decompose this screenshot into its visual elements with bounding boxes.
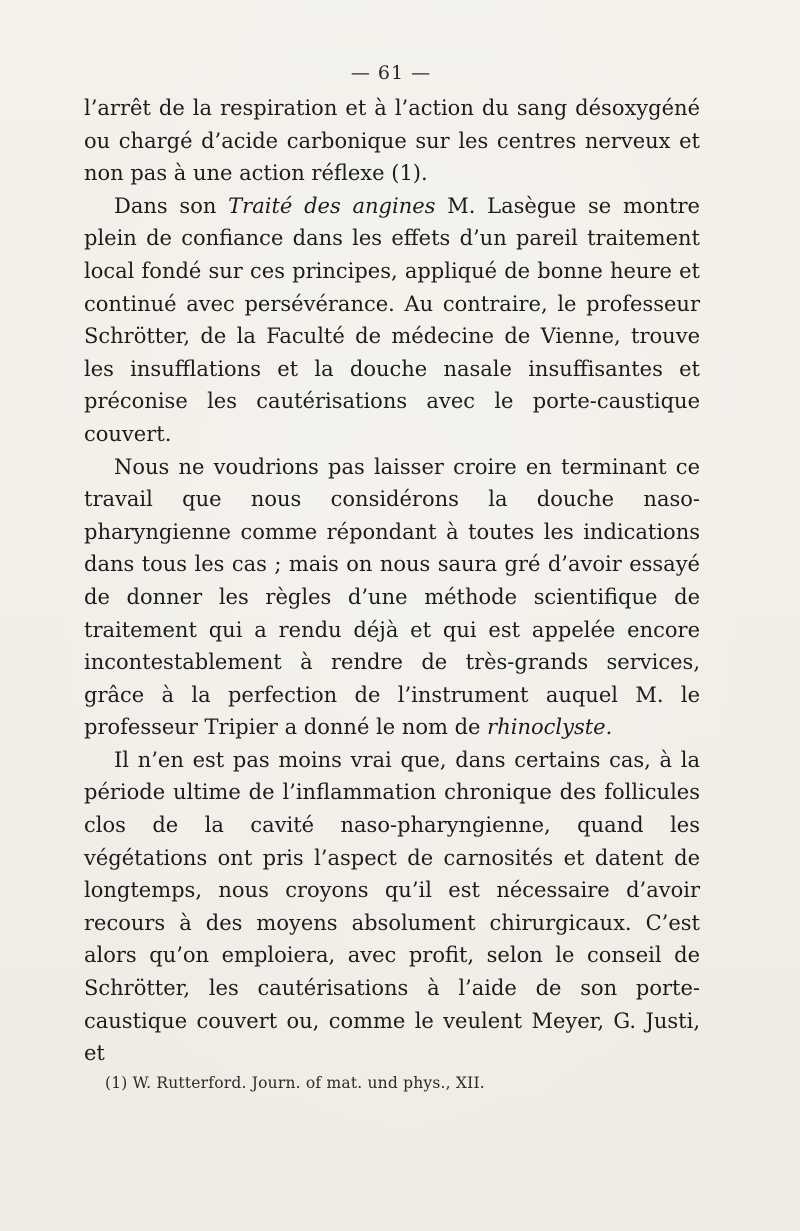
- paragraph-text: M. Lasègue se montre plein de confiance dans les effets d’un pareil traitement local fondé sur ces principes, appliqué de bonne heure et continué avec persévérance. Au contraire, le professeur Schrötter, de la Faculté de médecine de Vienne, trouve les insufflations et la douche nasale insuffisantes et préconise les cautérisations avec le porte-caustique couvert.: [84, 193, 700, 446]
- paragraph-2: [84, 190, 700, 451]
- paragraph-1: [84, 92, 700, 190]
- body-text: [84, 92, 700, 1070]
- paragraph-4: [84, 744, 700, 1070]
- paragraph-text: l’arrêt de la respiration et à l’action du sang désoxygéné ou chargé d’acide carbonique sur les centres nerveux et non pas à une action réflexe (1).: [84, 96, 700, 186]
- paragraph-text: Dans son: [114, 193, 229, 218]
- paragraph-3: [84, 451, 700, 744]
- book-title: Traité des angines: [228, 193, 436, 218]
- instrument-name: rhinoclyste.: [487, 715, 613, 740]
- paragraph-text: Il n’en est pas moins vrai que, dans certains cas, à la période ultime de l’inflammation chronique des follicules clos de la cavité naso-pharyngienne, quand les végétations ont pris l’aspect de carnosités et datent de longtemps, nous croyons qu’il est nécessaire d’avoir recours à des moyens absolument chirurgicaux. C’est alors qu’on emploiera, avec profit, selon le conseil de Schrötter, les cautérisations à l’aide de son porte-caustique couvert ou, comme le veulent Meyer, G. Justi, et: [84, 747, 700, 1066]
- page-number: — 61 —: [350, 62, 432, 84]
- footnote: (1) W. Rutterford. Journ. of mat. und phys., XII.: [105, 1074, 485, 1092]
- paragraph-text: Nous ne voudrions pas laisser croire en terminant ce travail que nous considérons la douche naso-pharyngienne comme répondant à toutes les indications dans tous les cas ; mais on nous saura gré d’avoir essayé de donner les règles d’une méthode scientifique de traitement qui a rendu déjà et qui est appelée encore incontestablement à rendre de très-grands services, grâce à la perfection de l’instrument auquel M. le professeur Tripier a donné le nom de: [84, 454, 700, 740]
